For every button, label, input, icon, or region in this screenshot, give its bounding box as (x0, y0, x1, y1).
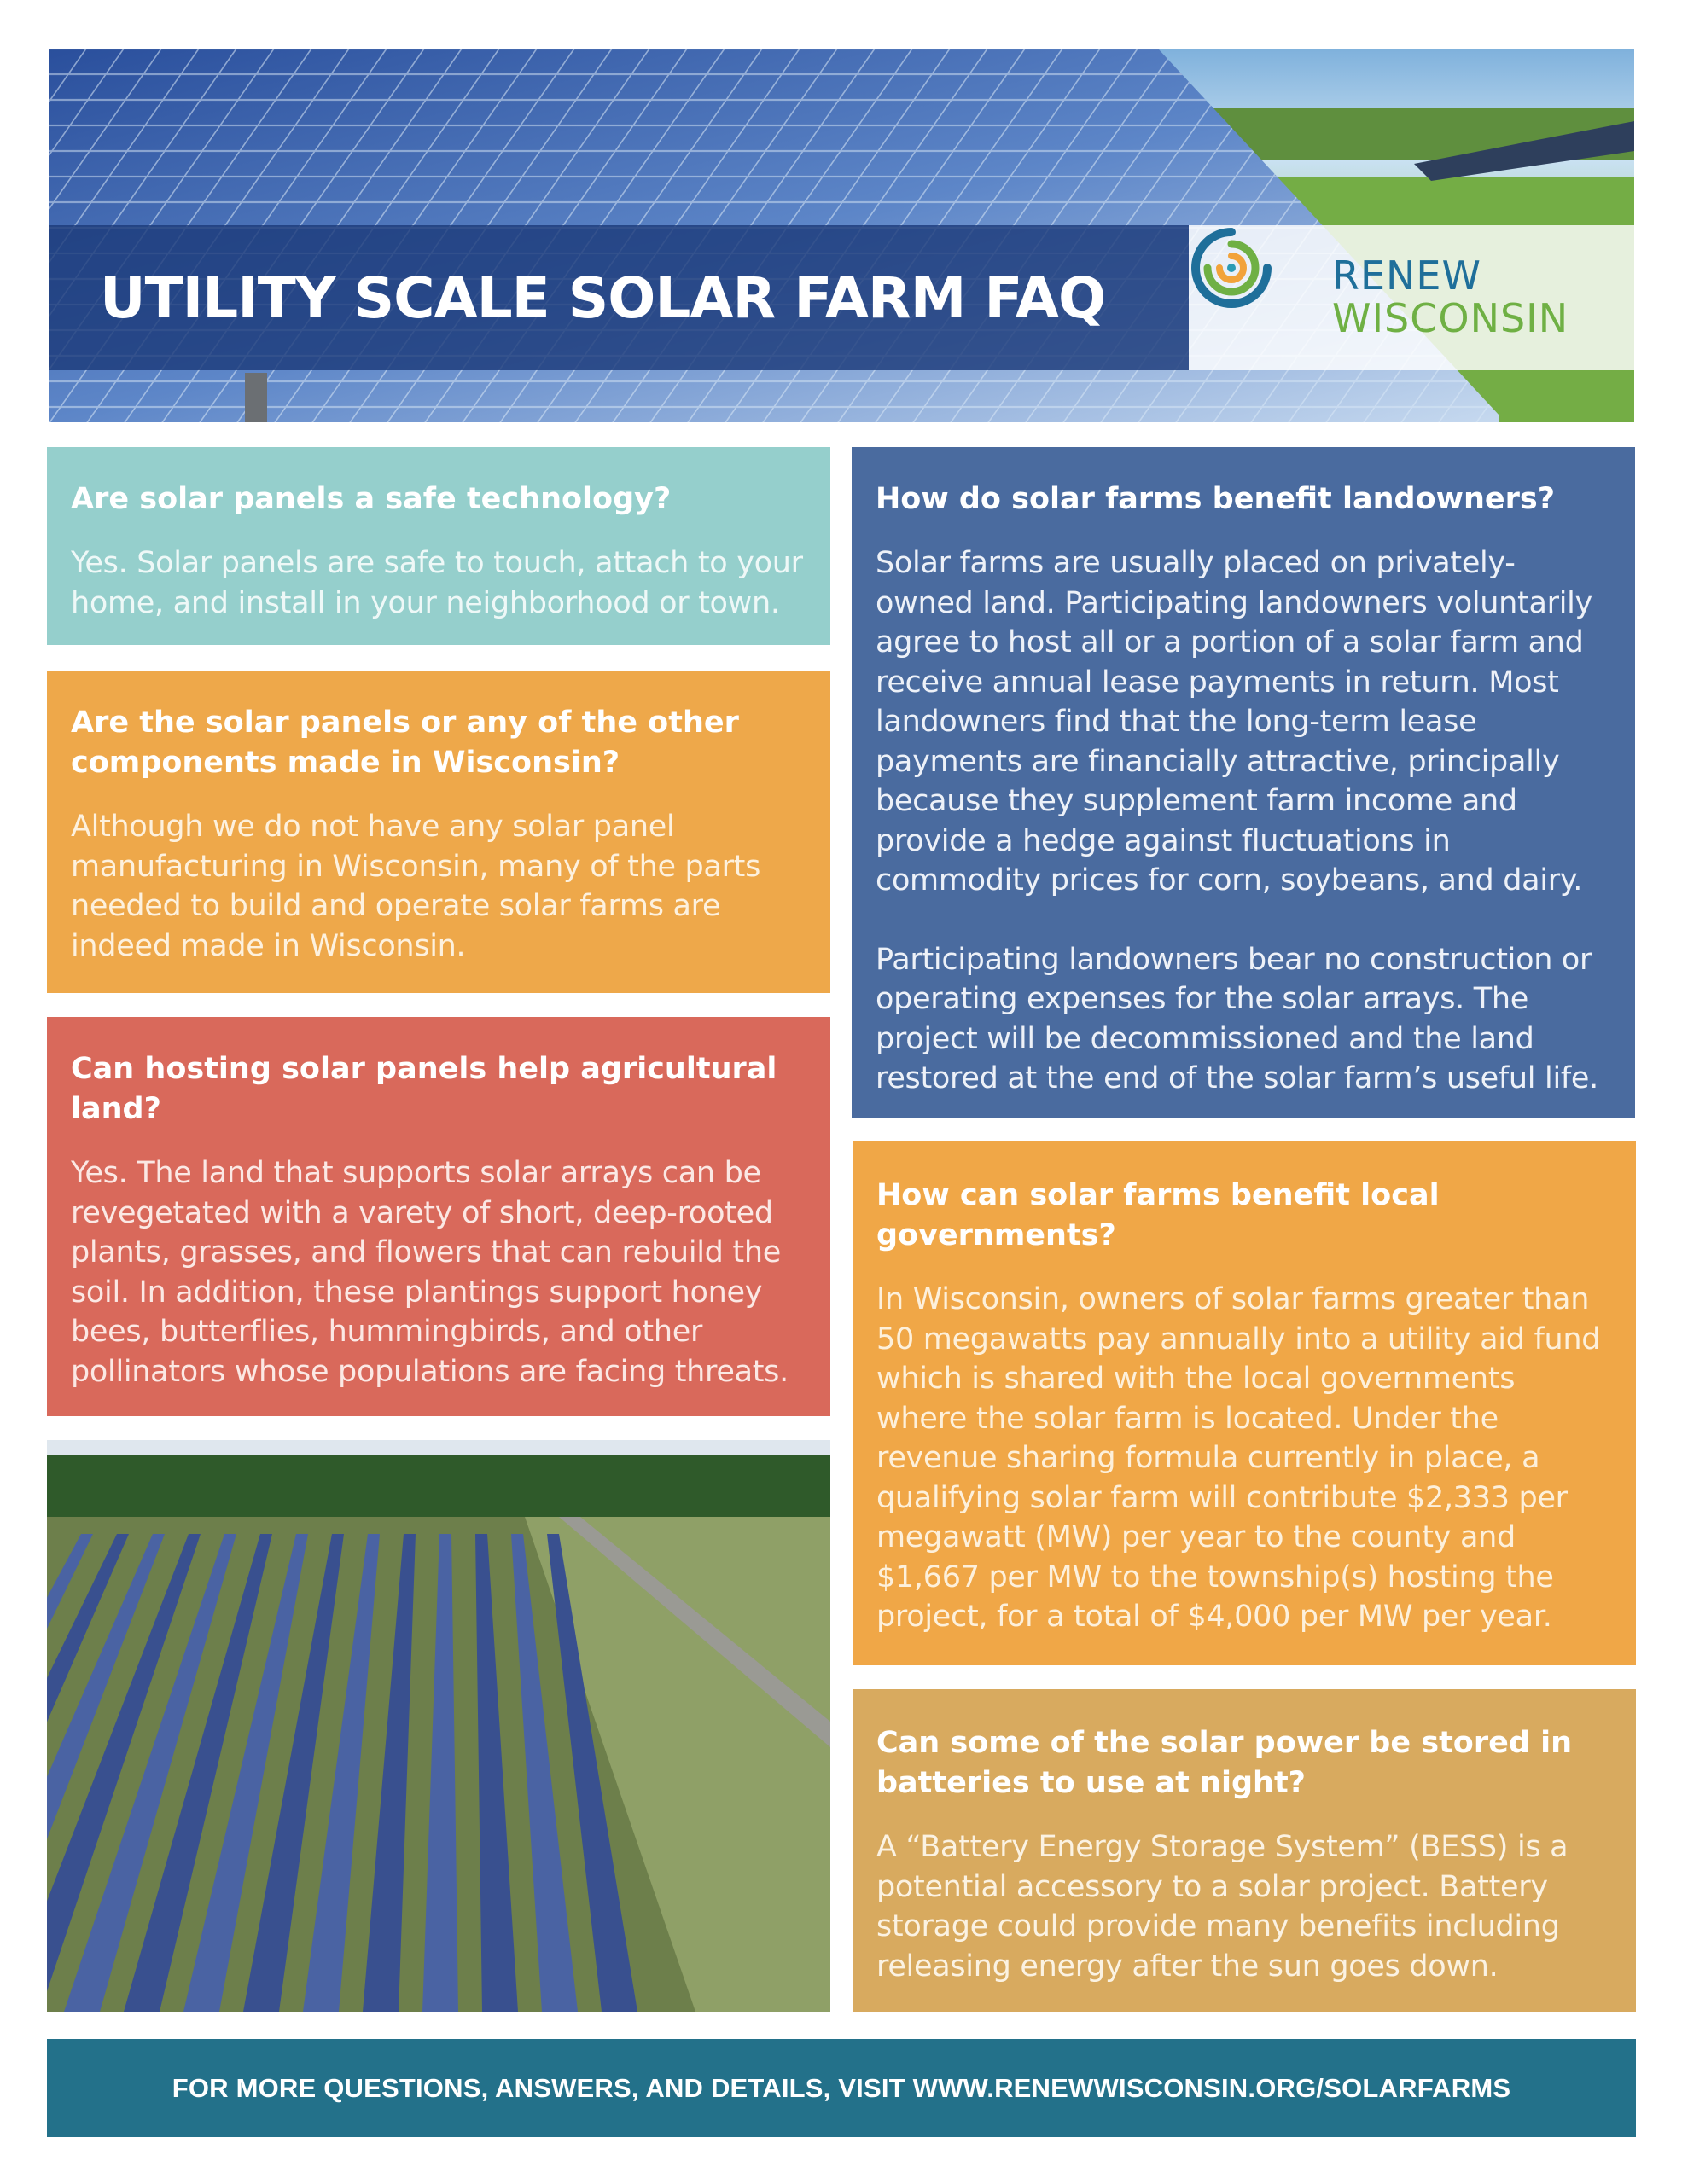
logo-panel (1189, 225, 1634, 370)
logo-wordmark (1332, 254, 1569, 340)
faq-question: How can solar farms benefit local governments? (876, 1178, 1440, 1252)
faq-answer: Participating landowners bear no construction or operating expenses for the solar arrays. The project will be decommissioned and the land restored at the end of the solar farm’s useful life. (876, 942, 1598, 1095)
logo-line-2: WISCONSIN (1332, 295, 1569, 341)
faq-box-made-in-wisconsin (47, 671, 830, 993)
faq-answer: Yes. Solar panels are safe to touch, attach to your home, and install in your neighborhood or town. (71, 546, 803, 620)
faq-box-safety (47, 447, 830, 645)
logo-line-1: RENEW (1332, 253, 1481, 299)
header-banner (49, 49, 1634, 422)
aerial-solar-farm-photo (47, 1440, 830, 2012)
faq-question: Can some of the solar power be stored in batteries to use at night? (876, 1726, 1572, 1800)
aerial-photo-frame (47, 1440, 830, 2012)
footer-link-text[interactable]: FOR MORE QUESTIONS, ANSWERS, AND DETAILS, VISIT WWW.RENEWWISCONSIN.ORG/SOLARFARMS (172, 2072, 1511, 2103)
faq-box-batteries (853, 1689, 1636, 2012)
faq-answer: Solar farms are usually placed on privately-owned land. Participating landowners voluntarily agree to host all or a portion of a solar farm and receive annual lease payments in return. Most landowners find that the long-term lease payments are financially attractive, principally because they supplement farm income and provide a hedge against fluctuations in commodity prices for corn, soybeans, and dairy. (876, 546, 1592, 897)
faq-box-agricultural-land (47, 1017, 830, 1416)
title-bar (49, 225, 1189, 370)
faq-question: Are solar panels a safe technology? (71, 482, 672, 516)
footer-bar (47, 2039, 1636, 2137)
faq-answer: Yes. The land that supports solar arrays can be revegetated with a varety of short, deep-rooted plants, grasses, and flowers that can rebuild the soil. In addition, these plantings support honey bees, butterflies, hummingbirds, and other pollinators whose populations are facing threats. (71, 1156, 789, 1389)
faq-answer: A “Battery Energy Storage System” (BESS) is a potential accessory to a solar project. Battery storage could provide many benefits including releasing energy after the sun goes down. (876, 1830, 1569, 1984)
faq-question: Are the solar panels or any of the other components made in Wisconsin? (71, 706, 739, 780)
faq-box-landowners (852, 447, 1635, 1118)
renew-wisconsin-swirl-icon (1189, 225, 1274, 311)
faq-question: How do solar farms benefit landowners? (876, 482, 1555, 516)
faq-question: Can hosting solar panels help agricultural land? (71, 1052, 777, 1126)
page-title: UTILITY SCALE SOLAR FARM FAQ (100, 264, 1106, 331)
faq-answer: Although we do not have any solar panel manufacturing in Wisconsin, many of the parts needed to build and operate solar farms are indeed made in Wisconsin. (71, 810, 761, 963)
faq-answer: In Wisconsin, owners of solar farms greater than 50 megawatts pay annually into a utility aid fund which is shared with the local governments where the solar farm is located. Under the revenue sharing formula currently in place, a qualifying solar farm will contribute $2,333 per megawatt (MW) per year to the county and $1,667 per MW to the township(s) hosting the project, for a total of $4,000 per MW per year. (876, 1282, 1601, 1634)
faq-box-local-governments (853, 1141, 1636, 1665)
